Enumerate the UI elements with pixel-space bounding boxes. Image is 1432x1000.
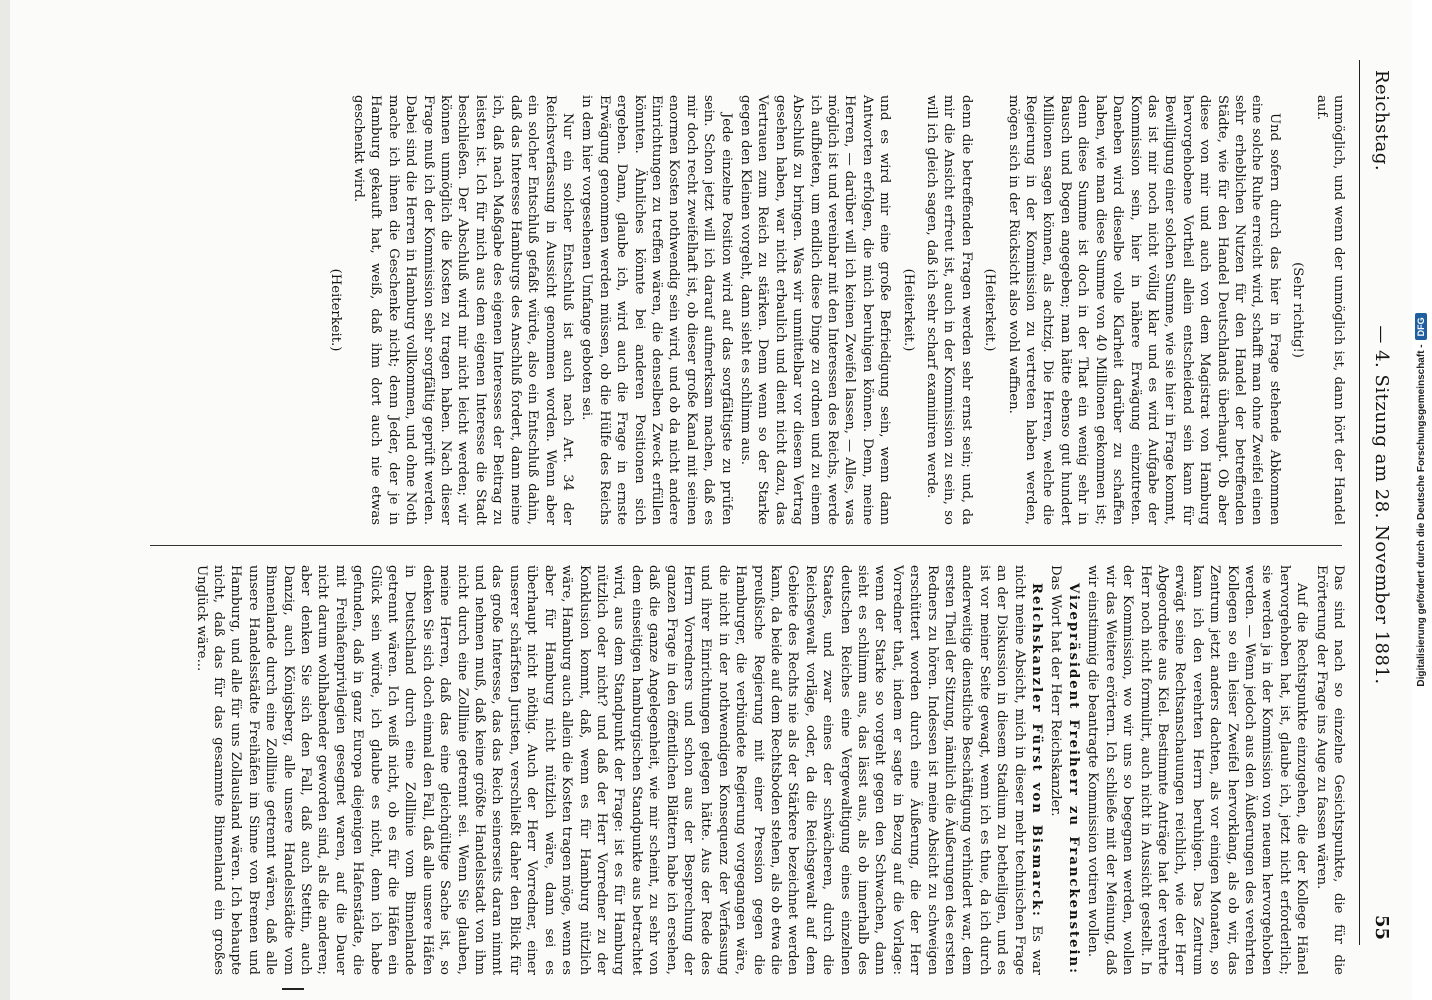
page-number: 55 <box>1371 914 1392 940</box>
speech-text: Das Wort hat der Herr Reichskanzler. <box>1048 565 1064 817</box>
paragraph: unmöglich, und wenn der unmöglich ist, dann hört der Handel auf. <box>1313 95 1346 525</box>
paragraph: und es wird mir eine große Befriedigung sein, wenn dann Antworten erfolgen, die mich beruhigen können. Denn, meine Herren, — darüber will ich keinen Zweifel lassen, — Alles, was möglich ist und vereinbar mit den Interessen des Reichs, werde ich aufbieten, um endlich diese Dinge zu ordnen und zu einem Abschluß zu bringen. Was wir unmittelbar vor diesem Vertrag gesehen haben, war nicht erbaulich und dient nicht dazu, das Vertrauen zum Reich zu stärken. Denn wenn so der Starke gegen den Kleinen vorgeht, dann sieht es schlimm aus. <box>738 95 893 525</box>
interjection: (Sehr richtig!) <box>1290 262 1306 358</box>
interjection: (Heiterkeit.) <box>900 268 916 352</box>
speaker-name: Vizepräsident Freiherr zu Franckenstein: <box>1065 583 1081 975</box>
paragraph: Jede einzelne Position wird auf das sorgfältigste zu prüfen sein. Schon jetzt will ich darauf aufmerksam machen, daß es mir doch recht zweifelhaft ist, ob dieser große Kanal mit seinen enormen Kosten nothwendig sein wird, und ob da nicht andere Einrichtungen zu treffen wären, die denselben Zweck erfüllen könnten. Ähnliches könnte bei anderen Positionen sich ergeben. Dann, glaube ich, wird auch die Frage in ernste Erwägung genommen werden müssen, ob die Hülfe des Reichs in dem hier vorgesehenen Umfange geboten sei. <box>579 95 734 525</box>
speaker-paragraph <box>192 565 1045 975</box>
interjection: (Heiterkeit.) <box>327 268 343 352</box>
paragraph: Nur ein solcher Entschluß ist auch nach Art. 34 der Reichsverfassung in Aussicht genommen worden. Wenn aber ein solcher Entschluß gefaßt würde, also ein Entschluß dahin, daß das Interesse Hamburgs des Anschluß fordert, dann meine ich, daß nach Maßgabe des eigenen Interesses der Beitrag zu leisten ist. Ich für mich aus dem eigenen Interesse die Stadt beschließen. Der Abschluß wird mir nicht leicht werden; wir können unmöglich die Kosten zu tragen haben. Nach dieser Frage muß ich der Kommission sehr sorgfältig geprüft werden. Dabei sind die Herren in Hamburg vollkommen, und ohne Noth mache ich ihnen die Geschenke nicht; denn Jeder, der je in Hamburg gekauft hat, weiß, daß ihm dort auch nie etwas geschenkt wird. <box>351 95 575 525</box>
credit-label: Digitalisierung gefördert durch die Deutsche Forschungsgemeinschaft - <box>1416 344 1427 687</box>
column-divider <box>150 545 1342 546</box>
interjection: (Heiterkeit.) <box>982 268 998 352</box>
running-header <box>1366 70 1392 940</box>
digitization-credit <box>1412 0 1432 1000</box>
header-rule <box>1359 60 1360 945</box>
speech-text: Es war nicht meine Absicht, mich in dieser mehr technischen Frage an der Diskussion in diesem Stadium zu betheiligen, und es ist vor meiner Seite gewagt, wenn ich es thue, da ich durch anderweitige dienstliche Beschäftigung verhindert war, dem ersten Theil der Sitzung, nämlich die Äußerungen des ersten Redners zu hören. Indessen ist meine Absicht zu schweigen erschüttert worden durch eine Äußerung, die der Herr Vorredner that, indem er sagte in Bezug auf die Vorlage: wenn der Starke so vorgeht gegen den Schwachen, dann sieht es schlimm aus, das lässt aus, als ob innerhalb des deutschen Reiches eine Vergewaltigung eines einzelnen Staates, und zwar eines der schwächeren, durch die Reichsgewalt vorläge, oder, da die Reichsgewalt auf dem Gebiete des Rechts nie als der Stärkere bezeichnet werden kann, da beide auf dem Rechtsboden stehen, als ob etwa die preußische Regierung mit einer Pression gegen die Hamburger, die verbündete Regierung vorgegangen wäre, die nicht in der nothwendigen Konsequenz der Verfassung und ihrer Einrichtungen gelegen hätte. Aus der Rede des Herrn Vorredners und schon aus der Besprechung der ganzen Frage in den öffentlichen Blättern habe ich ersehen, daß die ganze Angelegenheit, wie mir scheint, zu sehr von dem einseitigen hamburgischen Standpunkte aus betrachtet wird, aus dem Standpunkt der Frage: ist es für Hamburg nützlich oder nicht? und daß der Herr Vorredner zu der Konklusion kommt, daß, wenn es für Hamburg nützlich wäre, Hamburg auch allein die Kosten tragen möge, wenn es aber für Hamburg nicht nützlich wäre, dann sei es überhaupt nicht nöthig. Auch der Herr Vorredner, einer unserer schärfsten Juristen, verschließt daher den Blick für das große Interesse, das das Reich seinerseits daran nimmt und nehmen muß, daß keine größte Handelsstadt von ihm nicht durch eine Zolllinie getrennt sei. Wenn Sie glauben, meine Herren, daß das eine gleichgültige Sache ist, so denken Sie sich doch einmal den Fall, daß alle unsere Häfen in Deutschland durch eine Zolllinie vom Binnenlande getrennt wären. Ich weiß nicht, ob es für die Häfen ein Glück sein würde, ich glaube es nicht, denn ich habe gefunden, daß in ganz Europa diejenigen Hafenstädte, die mit Freihafenprivilegien gesegnet waren, auf die Dauer nicht darum wohlhabender geworden sind, als die anderen; aber denken Sie sich den Fall, daß auch Stettin, auch Danzig, auch Königsberg, alle unsere Handelsstädte vom Binnenlande durch eine Zolllinie getrennt wären, daß alle unsere Handelsstädte Freihäfen im Sinne von Bremen und Hamburg, und alle für uns Zollausland wären. Ich behaupte nicht, daß das für das gesammte Binnenland ein großes Unglück wäre... <box>193 565 1045 976</box>
paragraph: Das sind nach so einzelne Gesichtspunkte, die für die Erörterung der Frage ins Auge zu fassen wären. <box>1313 565 1346 975</box>
speaker-paragraph <box>1047 565 1082 975</box>
header-session-date: — 4. Sitzung am 28. November 1881. <box>1371 325 1392 685</box>
paragraph: Und sofern durch das hier in Frage stehende Abkommen eine solche Ruhe erreicht wird, schafft man ohne Zweifel einen sehr erheblichen Nutzen für den Handel der betreffenden Städte, wie für den Handel Deutschlands überhaupt. Ob aber diese von mir und auch von dem Magistrat von Hamburg hervorgehobene Vortheil allein entscheidend sein kann für Bewilligung einer solchen Summe, wie sie hier in Frage kommt, das ist mir noch nicht völlig klar und es wird Aufgabe der Kommission sein, hier in nähere Erwägung einzutreten. Daneben wird dieselbe volle Klarheit darüber zu schaffen haben, wie man diese Summe von 40 Millionen gekommen ist; denn diese Summe ist doch in der That ein wenig sehr in Bausch und Bogen angegeben; man hätte ebenso gut hundert Millionen sagen können, als achtzig. Die Herren, welche die Regierung in der Kommission zu vertreten haben werden, mögen sich in der Rücksicht also wohl waffnen. <box>1005 95 1282 525</box>
credit-text <box>1412 10 1432 990</box>
right-column <box>140 565 1347 975</box>
speaker-name: Reichskanzler Fürst von Bismarck: <box>1029 583 1045 918</box>
paragraph: denn die betreffenden Fragen werden sehr ernst sein; und, da mir die Ansicht erfreut ist, auch in der Kommission zu sein, so will ich gleich sagen, daß ich sehr scharf examiniren werde. <box>924 95 974 525</box>
dfg-logo: DFG <box>1415 313 1427 340</box>
left-column <box>140 95 1347 525</box>
paragraph: Auf die Rechtspunkte einzugehen, die der Kollege Hänel hervorgehoben hat, ist, glaube ich, jetzt nicht erforderlich; sie werden ja in der Kommission von neuem hervorgehoben werden. — Wenn jedoch aus den Äußerungen des verehrten Kollegen so ein leiser Zweifel hervorklang, als ob wir, das Zentrum jetzt anders dachten, als vor einigen Monaten, so kann ich den verehrten Herrn beruhigen. Das Zentrum erwägt seine Rechtsanschauungen reichlich, wie der Herr Abgeordnete aus Kiel. Bestimmte Anträge hat der verehrte Herr noch nicht formulirt, auch nicht in Aussicht gestellt. In der Kommission, wo wir uns so begegnen werden, wollen wir das Weitere erörtern. Ich schließe mit der Meinung, daß wir einstimmig die beantragte Kommission votiren wollen. <box>1085 565 1310 975</box>
header-publication: Reichstag. <box>1371 70 1392 172</box>
